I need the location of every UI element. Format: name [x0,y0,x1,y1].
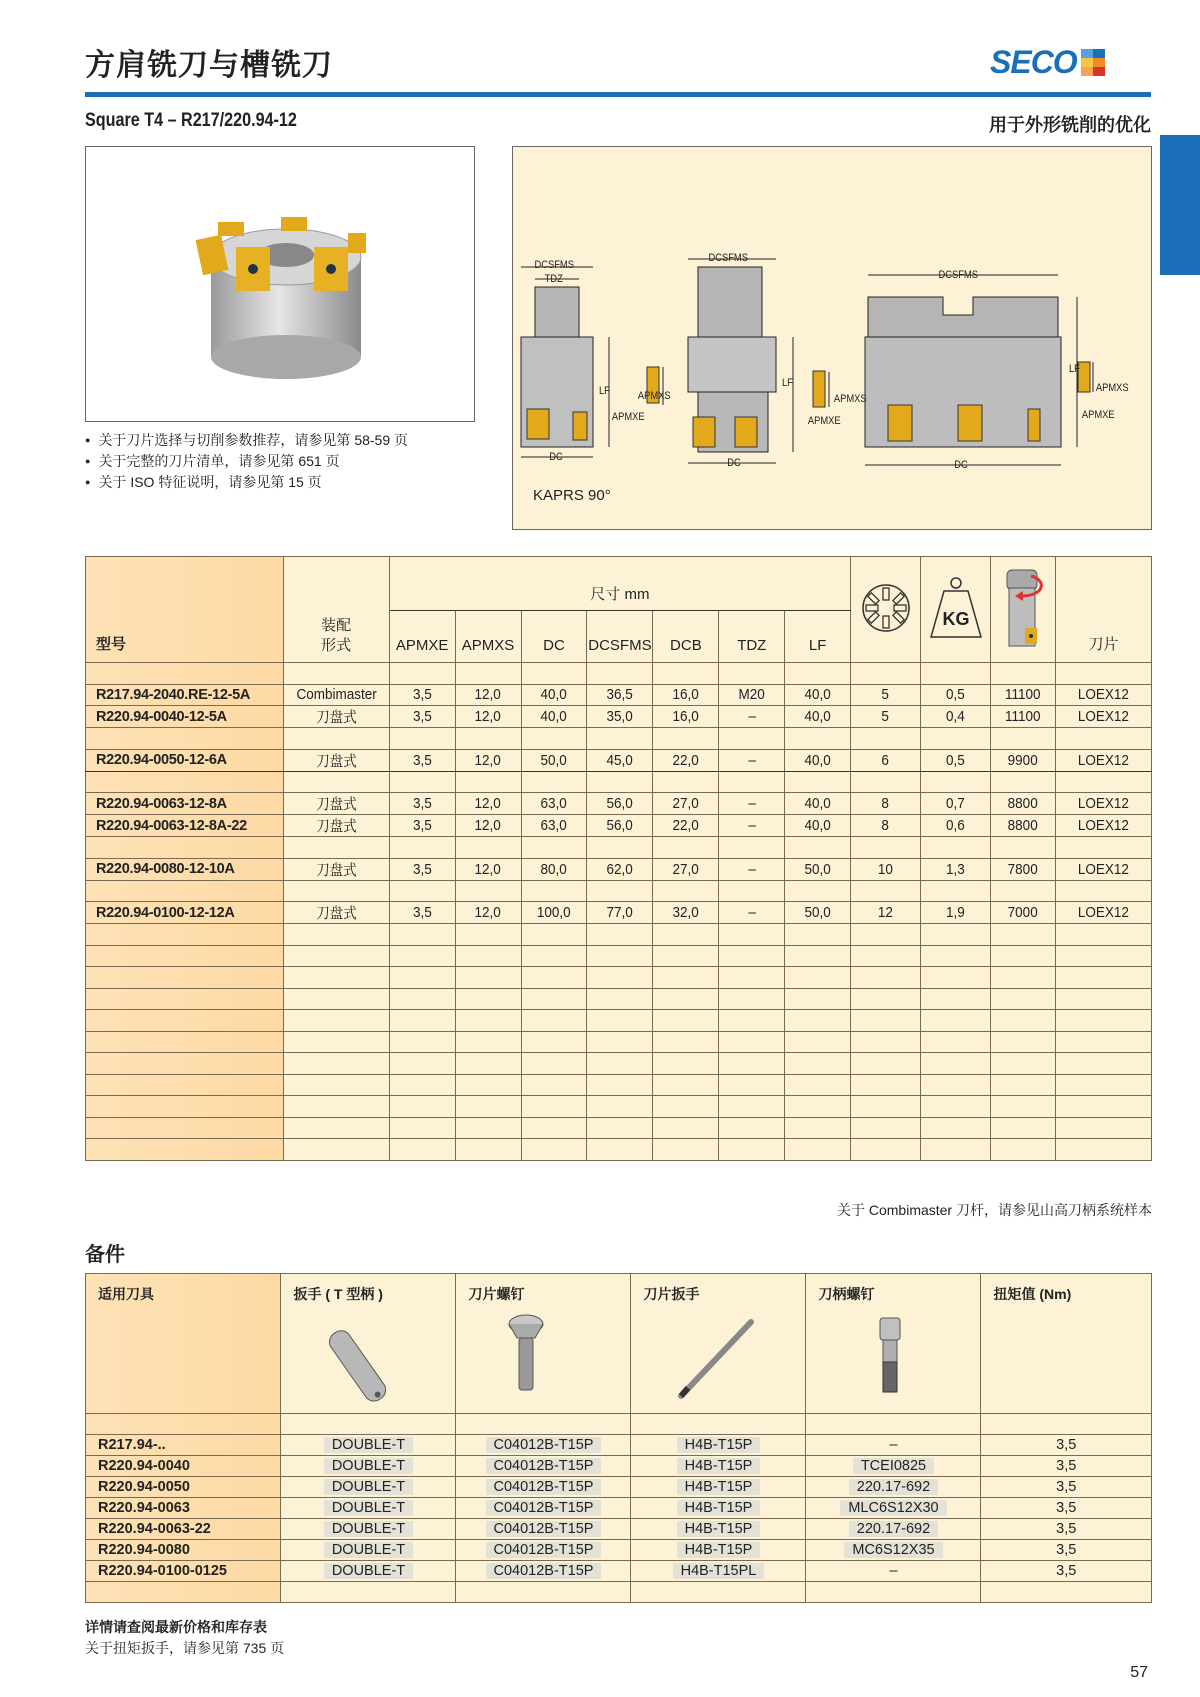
cell-dc: 63,0 [540,817,568,834]
spare-cell: H4B-T15PL [673,1563,765,1579]
cell-apmxe: 3,5 [412,686,432,704]
col-header-tdz: TDZ [719,611,785,663]
product-table [85,556,1152,1161]
cell-apmxe: 3,5 [412,795,432,812]
cell-rpm: 11100 [1005,708,1041,725]
spare-cell: H4B-T15P [677,1437,761,1453]
dim-label-dcsfms: DCSFMS [708,252,748,264]
note-item: ● 关于刀片选择与切削参数推荐，请参见第 58-59 页 [85,430,408,451]
spare-row [86,1540,1152,1561]
spare-parts-table [85,1273,1152,1603]
spare-cell: C04012B-T15P [486,1437,602,1453]
cell-z: 6 [881,751,890,769]
insert-key-icon [643,1304,793,1404]
spare-cell: H4B-T15P [677,1500,761,1516]
note-item: ● 关于 ISO 特征说明，请参见第 15 页 [85,472,408,493]
cell-z: 8 [881,817,890,834]
cell-lf: 50,0 [804,904,831,921]
table-row-spacer [86,924,1152,946]
cell-dcb: 27,0 [672,795,700,812]
spare-cell: 3,5 [1056,1479,1077,1495]
cell-model: R220.94-0063-12-8A [86,793,284,815]
cell-apmxe: 3,5 [412,708,432,725]
dim-label-dc: DC [954,459,968,471]
dim-label-tdz: TDZ [544,273,563,285]
cell-lf: 40,0 [804,708,831,725]
cell-dc: 50,0 [540,751,568,769]
cell-kg: 0,4 [946,708,965,725]
holder-screw-icon [818,1304,968,1404]
cell-tdz: M20 [738,686,765,704]
cell-insert: LOEX12 [1077,817,1130,834]
cell-tdz: – [748,817,756,834]
table-row [86,815,1152,837]
kg-weight-icon [927,575,985,641]
cell-dcsfms: 77,0 [606,904,634,921]
col-header-dcb: DCB [653,611,719,663]
cell-dcb: 22,0 [672,817,700,834]
cell-dcb: 16,0 [672,708,700,725]
cell-tdz: – [748,708,756,725]
cell-kg: 0,5 [946,686,965,704]
spare-row-spacer [86,1414,1152,1435]
spare-col-header-torque: 扭矩值 (Nm) [981,1274,1152,1414]
cell-rpm: 8800 [1008,817,1039,834]
cell-model: R220.94-0063-12-8A-22 [86,815,284,837]
spare-cell-tool: R220.94-0100-0125 [86,1561,281,1582]
cell-z: 12 [878,904,894,921]
cell-dcsfms: 45,0 [606,751,634,769]
spare-col-header-key: 扳手 ( T 型柄 ) [281,1274,456,1414]
table-row-spacer [86,1031,1152,1053]
spare-cell: MLC6S12X30 [840,1500,946,1516]
dim-label-dc: DC [549,451,563,463]
spare-row [86,1561,1152,1582]
cell-lf: 40,0 [804,751,831,769]
spare-cell-tool: R220.94-0063-22 [86,1519,281,1540]
col-group-dimensions: 尺寸 mm [389,557,851,611]
cell-dc: 100,0 [537,904,571,921]
cell-apmxs: 12,0 [474,708,502,725]
cell-z: 8 [881,795,890,812]
cell-model: R220.94-0100-12-12A [86,902,284,924]
spare-cell: MC6S12X35 [844,1542,942,1558]
page-number: 57 [1130,1664,1148,1681]
spare-cell: DOUBLE-T [324,1500,413,1516]
spare-cell: C04012B-T15P [486,1563,602,1579]
table-row [86,684,1152,706]
cell-mount: 刀盘式 [315,709,357,726]
cell-apmxe: 3,5 [412,751,432,769]
product-photo [85,146,475,422]
product-subtitle: Square T4 – R217/220.94-12 [85,110,297,131]
cell-dc: 40,0 [540,708,568,725]
footer-price-note: 详情请查阅最新价格和库存表 [85,1619,267,1635]
spare-cell: 3,5 [1056,1563,1077,1579]
cell-dcb: 27,0 [672,860,700,878]
note-item: ● 关于完整的刀片清单，请参见第 651 页 [85,451,408,472]
cell-rpm: 9900 [1008,751,1039,769]
cell-model: R220.94-0050-12-6A [86,749,284,771]
reference-notes [85,430,408,493]
spare-cell: C04012B-T15P [486,1458,602,1474]
cell-insert: LOEX12 [1077,904,1130,921]
spare-cell: 3,5 [1056,1500,1077,1516]
dimension-diagram [512,146,1152,530]
dim-label-apmxs: APMXS [833,393,867,405]
cell-mount: 刀盘式 [315,752,357,770]
table-row-spacer [86,1053,1152,1075]
cell-dcsfms: 62,0 [606,860,634,878]
col-header-insert: 刀片 [1056,557,1152,663]
cell-z: 10 [878,860,894,878]
table-row-spacer [86,1010,1152,1032]
t-handle-key-icon [293,1304,443,1404]
spare-cell: 3,5 [1056,1521,1077,1537]
cell-rpm: 8800 [1008,795,1039,812]
cell-mount: 刀盘式 [315,796,357,813]
spare-cell: 220.17-692 [849,1521,938,1537]
cell-lf: 50,0 [804,860,831,878]
spare-cell-tool: R220.94-0080 [86,1540,281,1561]
spare-col-header-insert-screw: 刀片螺钉 [456,1274,631,1414]
cell-model: R217.94-2040.RE-12-5A [86,684,284,706]
brand-name: SECO [990,44,1077,80]
cell-insert: LOEX12 [1077,860,1130,878]
table-row-spacer [86,728,1152,750]
col-header-apmxe: APMXE [389,611,455,663]
cell-dcsfms: 35,0 [606,708,634,725]
spare-row [86,1456,1152,1477]
cell-kg: 0,7 [946,795,965,812]
cell-apmxs: 12,0 [474,904,502,921]
spare-cell: 3,5 [1056,1458,1077,1474]
cell-insert: LOEX12 [1077,708,1130,725]
cell-tdz: – [748,860,756,878]
dim-label-apmxe: APMXE [611,411,645,423]
spare-row [86,1435,1152,1456]
table-row-spacer [86,988,1152,1010]
table-row-spacer [86,771,1152,793]
dim-label-dcsfms: DCSFMS [534,259,574,271]
table-row-spacer [86,880,1152,902]
cell-insert: LOEX12 [1077,686,1130,704]
spare-cell: 220.17-692 [849,1479,938,1495]
table-row-spacer [86,837,1152,859]
spare-cell: H4B-T15P [677,1542,761,1558]
cell-mount: 刀盘式 [315,818,357,835]
cell-dcsfms: 36,5 [606,686,634,704]
table-row-spacer [86,1139,1152,1161]
spare-row [86,1498,1152,1519]
spare-cell: 3,5 [1056,1542,1077,1558]
cutter-dimension-drawing-icon [513,147,1153,531]
spare-cell: DOUBLE-T [324,1542,413,1558]
col-header-teeth [851,557,921,663]
spare-cell: DOUBLE-T [324,1479,413,1495]
cell-dcb: 22,0 [672,751,700,769]
spare-cell-tool: R220.94-0040 [86,1456,281,1477]
table-row-spacer [86,967,1152,989]
spare-row [86,1477,1152,1498]
table-row [86,706,1152,728]
table-row [86,858,1152,880]
cell-lf: 40,0 [804,686,831,704]
cell-kg: 1,9 [946,904,965,921]
cell-insert: LOEX12 [1077,751,1130,769]
spare-cell: DOUBLE-T [324,1563,413,1579]
section-side-tab [1160,135,1200,275]
spare-cell: DOUBLE-T [324,1458,413,1474]
combimaster-note: 关于 Combimaster 刀杆，请参见山高刀柄系统样本 [836,1202,1152,1218]
cell-mount: 刀盘式 [315,861,357,879]
table-row-spacer [86,1117,1152,1139]
spare-cell: H4B-T15P [677,1479,761,1495]
table-row [86,793,1152,815]
spare-cell: – [889,1563,898,1579]
cell-dc: 40,0 [540,686,568,704]
cell-z: 5 [881,686,890,704]
cell-dc: 63,0 [540,795,568,812]
cell-apmxe: 3,5 [412,860,432,878]
logo-squares-icon [1081,49,1105,76]
spare-col-header: 适用刀具 [86,1274,281,1414]
dim-label-dcsfms: DCSFMS [938,269,978,281]
spare-cell-tool: R220.94-0063 [86,1498,281,1519]
insert-screw-icon [468,1304,618,1404]
header-rule [85,92,1151,97]
cell-apmxe: 3,5 [412,817,432,834]
table-row [86,749,1152,771]
cell-model: R220.94-0080-12-10A [86,858,284,880]
spare-cell: C04012B-T15P [486,1521,602,1537]
col-header-dc: DC [521,611,587,663]
cell-kg: 0,5 [946,751,965,769]
spare-parts-title: 备件 [85,1242,125,1266]
col-header-mount: 装配 形式 [283,557,389,663]
seco-logo [990,44,1105,81]
cutter-teeth-icon [860,582,912,634]
table-row-spacer [86,1074,1152,1096]
table-row [86,902,1152,924]
product-tagline: 用于外形铣削的优化 [989,115,1151,136]
dim-label-lf: LF [781,377,793,389]
table-row-spacer [86,1096,1152,1118]
max-rpm-icon [1001,566,1045,650]
cell-tdz: – [748,904,756,921]
spare-row-spacer [86,1582,1152,1603]
cell-tdz: – [748,751,756,769]
svg-text:KG: KG [942,608,970,629]
spare-cell: DOUBLE-T [324,1521,413,1537]
cell-mount: Combimaster [295,686,377,704]
cell-dcb: 16,0 [672,686,700,704]
cell-dc: 80,0 [540,860,568,878]
cell-rpm: 7800 [1008,860,1039,878]
cell-z: 5 [881,708,890,725]
spare-cell: DOUBLE-T [324,1437,413,1453]
spare-cell: C04012B-T15P [486,1542,602,1558]
col-header-model: 型号 [86,557,284,663]
cell-tdz: – [748,795,756,812]
cell-dcsfms: 56,0 [606,795,634,812]
spare-cell: – [889,1437,898,1453]
spare-cell: H4B-T15P [677,1458,761,1474]
cell-lf: 40,0 [804,817,831,834]
spare-cell: C04012B-T15P [486,1479,602,1495]
spare-cell-tool: R217.94-.. [86,1435,281,1456]
cell-dcb: 32,0 [672,904,700,921]
spare-row [86,1519,1152,1540]
cell-kg: 0,6 [946,817,965,834]
cell-dcsfms: 56,0 [606,817,634,834]
kaprs-label: KAPRS 90° [533,487,611,504]
dim-label-apmxe: APMXE [807,415,841,427]
spare-cell-tool: R220.94-0050 [86,1477,281,1498]
cell-insert: LOEX12 [1077,795,1130,812]
dim-label-apmxs: APMXS [1095,382,1129,394]
spare-cell: C04012B-T15P [486,1500,602,1516]
cell-apmxs: 12,0 [474,751,502,769]
cell-apmxe: 3,5 [412,904,432,921]
col-header-rpm [991,557,1056,663]
spare-col-header-holder-screw: 刀柄螺钉 [806,1274,981,1414]
table-row-spacer [86,663,1152,685]
cell-rpm: 11100 [1005,686,1041,704]
spare-cell: H4B-T15P [677,1521,761,1537]
col-header-apmxs: APMXS [455,611,521,663]
face-mill-image-icon [86,147,476,423]
spare-cell: 3,5 [1056,1437,1077,1453]
col-header-lf: LF [785,611,851,663]
table-row-spacer [86,945,1152,967]
cell-apmxs: 12,0 [474,686,502,704]
dim-label-apmxs: APMXS [637,390,671,402]
cell-mount: 刀盘式 [315,905,357,922]
cell-apmxs: 12,0 [474,795,502,812]
dim-label-apmxe: APMXE [1081,409,1115,421]
cell-kg: 1,3 [946,860,965,878]
spare-cell: TCEI0825 [853,1458,934,1474]
dim-label-dc: DC [727,457,741,469]
col-header-dcsfms: DCSFMS [587,611,653,663]
cell-apmxs: 12,0 [474,860,502,878]
cell-lf: 40,0 [804,795,831,812]
dim-label-lf: LF [1068,363,1080,375]
dim-label-lf: LF [598,385,610,397]
col-header-weight [921,557,991,663]
cell-model: R220.94-0040-12-5A [86,706,284,728]
footer-torque-note: 关于扭矩扳手，请参见第 735 页 [85,1640,285,1656]
cell-rpm: 7000 [1008,904,1039,921]
cell-apmxs: 12,0 [474,817,502,834]
page-title: 方肩铣刀与槽铣刀 [85,48,333,83]
spare-col-header-insert-key: 刀片扳手 [631,1274,806,1414]
